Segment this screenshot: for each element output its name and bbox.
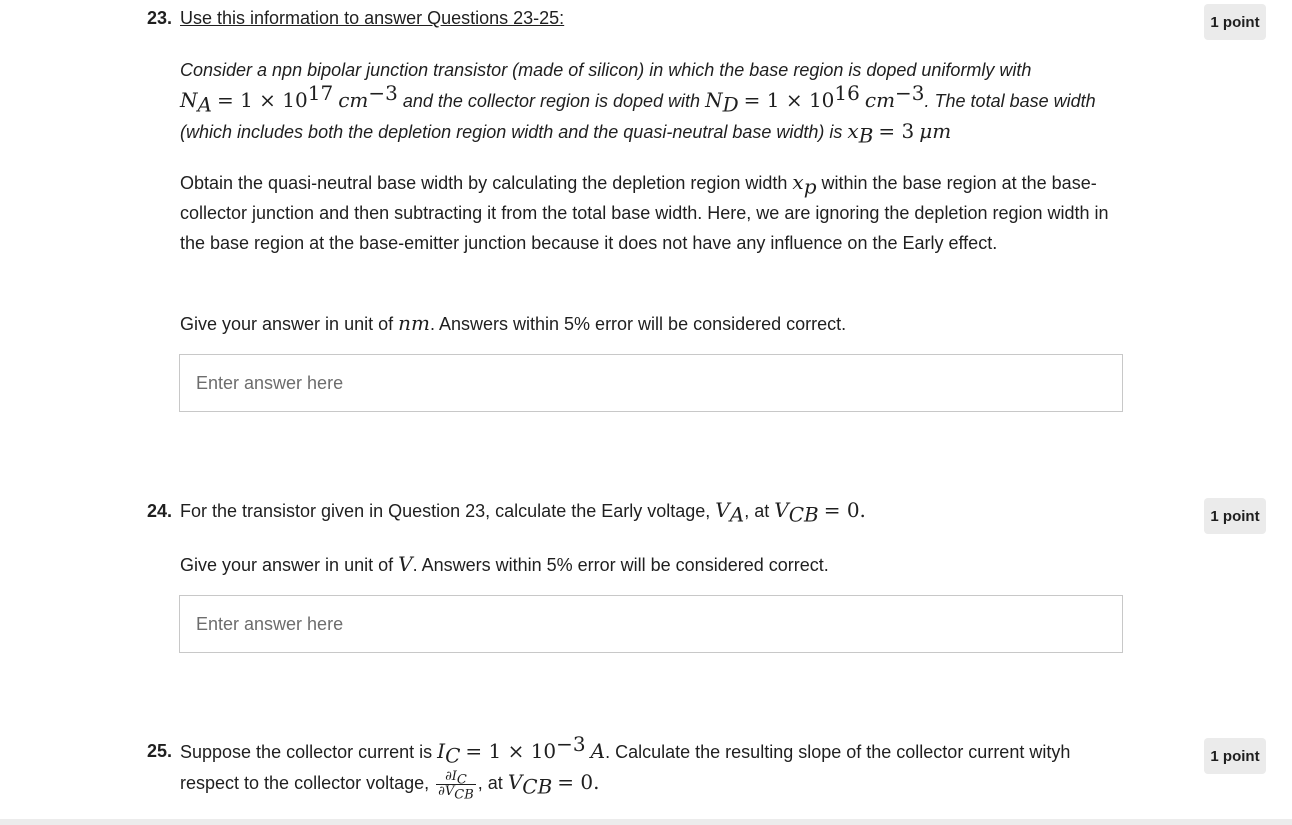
partial-derivative-fraction: $\frac{\partial I_C}{\partial V_{CB}}$: [438, 768, 474, 803]
question-prompt: For the transistor given in Question 23, calculate the Early voltage, $V_A$, at $V_{CB} = 0$.: [180, 498, 866, 527]
question-number: 24.: [147, 501, 173, 521]
question-23-body: Obtain the quasi-neutral base width by calculating the depletion region width $x_p$ within the base region at the base-collector junction and then subtracting it from the total base width. Here, we are ignoring the depletion region width in the base region at the base-emitter junction because it does not have any influence on the Early effect.: [180, 170, 1109, 253]
question-number: 25.: [147, 741, 173, 761]
bottom-divider: [0, 819, 1292, 825]
points-badge: 1 point: [1204, 4, 1266, 40]
question-heading: Use this information to answer Questions 23-25:: [180, 8, 565, 28]
question-24-unit-note: Give your answer in unit of V. Answers within 5% error will be considered correct.: [180, 552, 829, 576]
points-badge: 1 point: [1204, 498, 1266, 534]
question-23-intro: Consider a npn bipolar junction transistor (made of silicon) in which the base region is doped uniformly with $N_A = 1 \times 10^{17}$ $cm^{-3}$ and the collector region is doped with $N_D = 1 \times 10^{16}$ $cm^{-3}$. The total base width (which includes both the depletion region width and the quasi-neutral base width) is $x_B = 3$ μm: [180, 60, 1096, 148]
question-prompt: Suppose the collector current is $I_C = 1 \times 10^{-3}$ A. Calculate the resulting slope of the collector current wityh respect to the collector voltage, $\frac{\partial I_C}{\partial V_{CB}}$ , at $V_{CB} = 0$.: [180, 732, 1071, 803]
points-badge: 1 point: [1204, 738, 1266, 774]
question-number: 23.: [147, 8, 173, 28]
answer-input-23[interactable]: [179, 354, 1123, 412]
question-23-unit-note: Give your answer in unit of nm. Answers within 5% error will be considered correct.: [180, 311, 847, 335]
answer-input-24[interactable]: [179, 595, 1123, 653]
